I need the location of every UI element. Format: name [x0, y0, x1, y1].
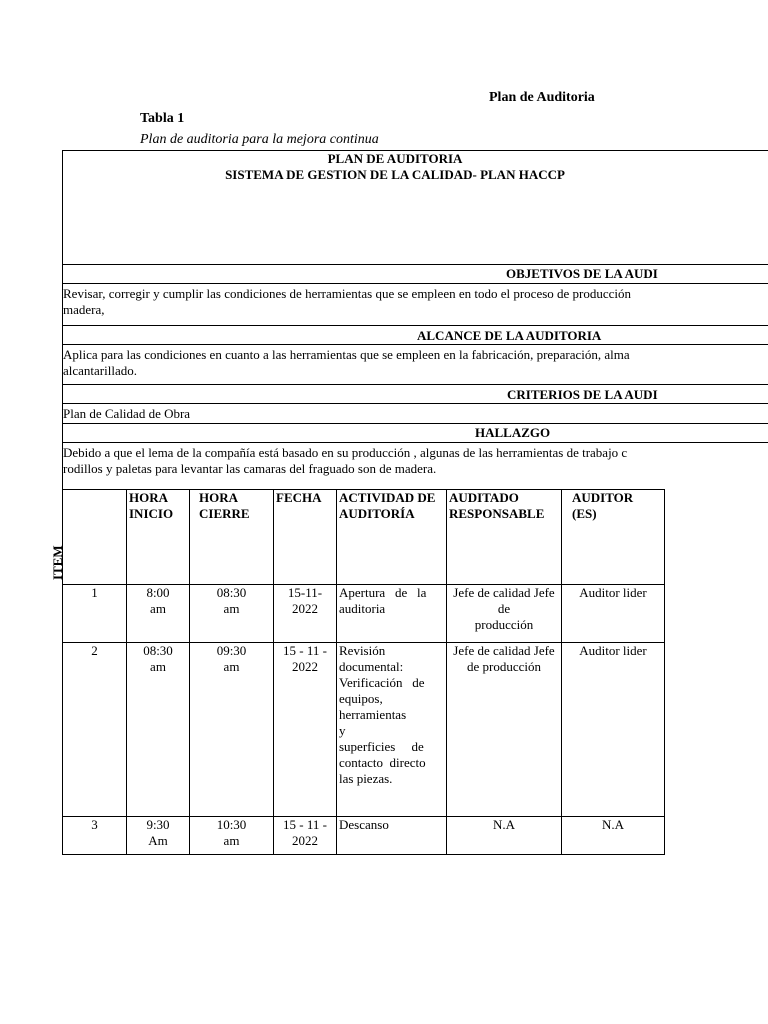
cell-hora-cierre — [190, 585, 274, 643]
hallazgo-text-line1: Debido a que el lema de la compañía está basado en su producción , algunas de las herramientas de trabajo c — [63, 445, 628, 460]
cell-hora-cierre — [190, 643, 274, 817]
cell-auditado — [447, 817, 562, 855]
objetivos-heading: OBJETIVOS DE LA AUDI — [506, 266, 658, 281]
cell-text: 2022 — [292, 601, 318, 616]
divider — [62, 384, 768, 385]
cell-text: y — [339, 723, 346, 738]
alcance-text-line2: alcantarillado. — [63, 363, 137, 378]
cell-text: de — [497, 601, 511, 616]
cell-auditado — [447, 643, 562, 817]
cell-item — [63, 643, 127, 817]
table-caption: Plan de auditoria para la mejora continua — [140, 132, 379, 147]
cell-text: 1 — [91, 585, 98, 600]
cell-text: superficies de — [339, 739, 424, 754]
column-header-auditor — [562, 490, 665, 585]
cell-text: contacto directo — [339, 755, 426, 770]
column-header-fecha — [274, 490, 337, 585]
table-header-row — [63, 490, 665, 585]
criterios-text: Plan de Calidad de Obra — [63, 406, 191, 421]
item-header-label: ITEM — [50, 545, 65, 580]
page-title: Plan de Auditoria — [489, 90, 595, 105]
column-header-auditado — [447, 490, 562, 585]
cell-text: 10:30 — [216, 817, 247, 832]
cell-text: 08:30 — [216, 585, 247, 600]
cell-text: Am — [148, 833, 168, 848]
divider — [62, 403, 768, 404]
cell-text: N.A — [492, 817, 516, 832]
alcance-text-line1: Aplica para las condiciones en cuanto a las herramientas que se empleen en la fabricación, preparación, alma — [63, 347, 630, 362]
column-header-hora-cierre — [190, 490, 274, 585]
column-header-item — [50, 490, 127, 585]
header-text: FECHA — [276, 490, 322, 505]
cell-hora-inicio — [127, 817, 190, 855]
cell-text: Jefe de calidad Jefe — [453, 585, 555, 600]
cell-text: 2022 — [292, 659, 318, 674]
table-row — [63, 585, 665, 643]
cell-hora-inicio — [127, 585, 190, 643]
column-header-actividad — [337, 490, 447, 585]
cell-text: 3 — [91, 817, 98, 832]
divider — [62, 423, 768, 424]
cell-text: Auditor lider — [579, 643, 647, 658]
hallazgo-text-line2: rodillos y paletas para levantar las camaras del fraguado son de madera. — [63, 461, 437, 476]
header-text: AUDITORÍA — [339, 506, 415, 521]
audit-schedule-table — [50, 489, 665, 855]
cell-text: am — [150, 659, 166, 674]
cell-hora-cierre — [190, 817, 274, 855]
cell-fecha — [274, 817, 337, 855]
cell-text: Verificación de — [339, 675, 425, 690]
header-text: RESPONSABLE — [449, 506, 545, 521]
cell-auditor — [562, 643, 665, 817]
cell-text: 2 — [91, 643, 98, 658]
objetivos-text-line2: madera, — [63, 302, 105, 317]
cell-text: documental: — [339, 659, 404, 674]
cell-item — [63, 585, 127, 643]
header-text: AUDITOR — [572, 490, 634, 505]
cell-text: 15 - 11 - — [283, 817, 327, 832]
header-text: ACTIVIDAD DE — [339, 490, 436, 505]
cell-auditor — [562, 585, 665, 643]
cell-text: N.A — [601, 817, 625, 832]
cell-fecha — [274, 643, 337, 817]
criterios-heading: CRITERIOS DE LA AUDI — [507, 387, 658, 402]
cell-text: producción — [474, 617, 534, 632]
divider — [62, 442, 768, 443]
divider — [62, 325, 768, 326]
header-text: HORA — [199, 490, 238, 505]
cell-text: Jefe de calidad Jefe — [453, 643, 555, 658]
cell-text: Apertura de la — [339, 585, 427, 600]
cell-auditado — [447, 585, 562, 643]
plan-title: PLAN DE AUDITORIA — [327, 151, 463, 166]
cell-text: 15 - 11 - — [283, 643, 327, 658]
table-row — [63, 817, 665, 855]
cell-text: equipos, — [339, 691, 383, 706]
header-text: (ES) — [572, 506, 597, 521]
cell-text: herramientas — [339, 707, 407, 722]
cell-text: de producción — [466, 659, 541, 674]
cell-auditor — [562, 817, 665, 855]
frame-left-border — [62, 150, 63, 490]
divider — [62, 264, 768, 265]
cell-text: 9:30 — [146, 817, 170, 832]
cell-text: Revisión — [339, 643, 386, 658]
cell-text: am — [223, 659, 240, 674]
cell-text: am — [150, 601, 166, 616]
table-label: Tabla 1 — [140, 111, 185, 126]
cell-text: 09:30 — [216, 643, 247, 658]
cell-actividad — [337, 585, 447, 643]
cell-text: auditoria — [339, 601, 386, 616]
cell-text: Descanso — [339, 817, 389, 832]
header-text: CIERRE — [199, 506, 250, 521]
cell-hora-inicio — [127, 643, 190, 817]
objetivos-text-line1: Revisar, corregir y cumplir las condiciones de herramientas que se empleen en todo el proceso de producción — [63, 286, 632, 301]
divider — [62, 283, 768, 284]
alcance-heading: ALCANCE DE LA AUDITORIA — [417, 328, 602, 343]
cell-item — [63, 817, 127, 855]
header-text: HORA — [129, 490, 168, 505]
column-header-hora-inicio — [127, 490, 190, 585]
header-text: AUDITADO — [449, 490, 519, 505]
table-row — [63, 643, 665, 817]
cell-text: am — [223, 601, 240, 616]
cell-text: 2022 — [292, 833, 318, 848]
cell-text: 08:30 — [143, 643, 173, 658]
divider — [62, 344, 768, 345]
cell-text: am — [223, 833, 240, 848]
cell-text: 15-11- — [287, 585, 323, 600]
cell-text: 8:00 — [146, 585, 170, 600]
cell-text: Auditor lider — [579, 585, 647, 600]
plan-subtitle: SISTEMA DE GESTION DE LA CALIDAD- PLAN HACCP — [225, 167, 565, 182]
hallazgo-heading: HALLAZGO — [475, 425, 551, 440]
header-text: INICIO — [129, 506, 174, 521]
cell-actividad — [337, 643, 447, 817]
cell-fecha — [274, 585, 337, 643]
cell-text: las piezas. — [339, 771, 393, 786]
cell-actividad — [337, 817, 447, 855]
